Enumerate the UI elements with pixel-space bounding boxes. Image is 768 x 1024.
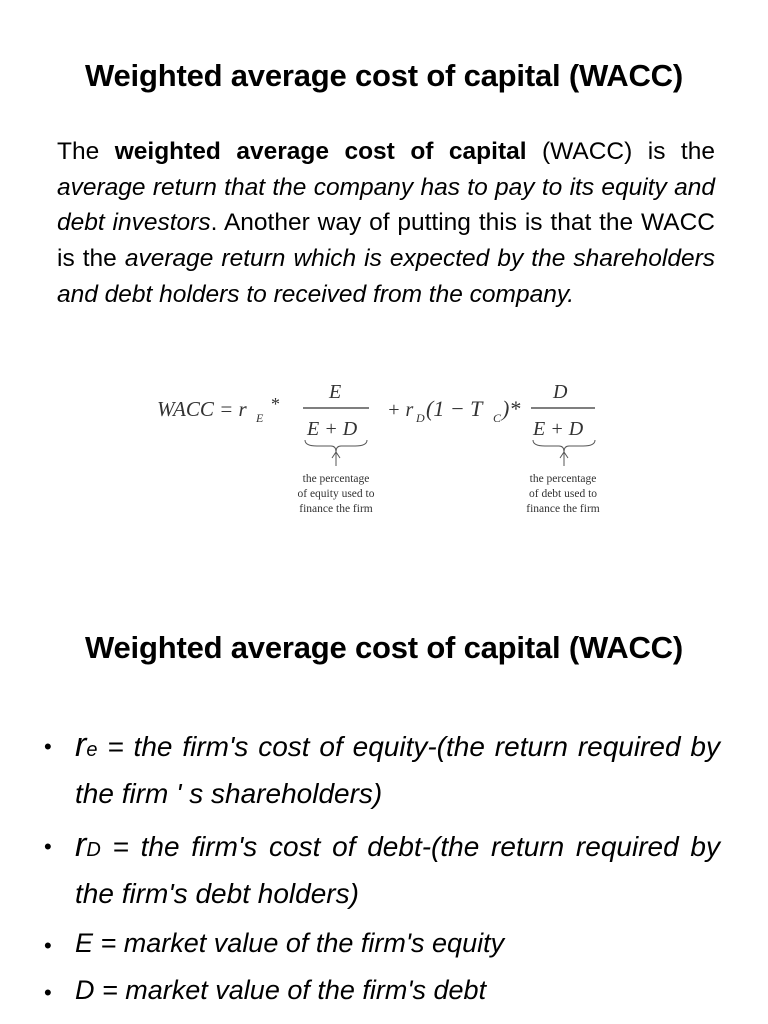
note2-line2: of debt used to [528,488,598,500]
definitions-list [44,723,720,1013]
intro-italic-2: average return which is expected by the shareholders and debt holders to received from the company. [57,245,716,308]
formula-denominator-1: E + D [307,418,358,440]
slide1-title: Weighted average cost of capital (WACC) [85,58,683,93]
symbol-r: r [75,826,87,864]
definition-rd: = the firm's cost of debt-(the return required by the firm's debt holders) [75,831,720,909]
formula-mid-sub: D [416,411,425,425]
formula-paren-sub: C [493,411,502,425]
symbol-sub-e: e [86,739,98,761]
bullet-icon: • [44,980,52,1005]
formula-lhs-sub: E [256,411,264,425]
list-item-d [44,968,720,1013]
note2-line3: finance the firm [526,503,600,515]
intro-text-2: (WACC) is the [526,138,715,165]
symbol-r: r [75,726,87,764]
symbol-sub-d: D [86,839,101,861]
note2-line1: the percentage [529,473,597,485]
wacc-formula-svg [155,372,615,522]
underbrace-1 [305,440,367,452]
note1-line2: of equity used to [297,488,375,500]
definition-d: D = market value of the firm's debt [75,975,487,1005]
definition-re: = the firm's cost of equity-(the return required by the firm ' s shareholders) [75,731,720,809]
formula-mid: + r [387,399,414,421]
formula-paren: (1 − T [426,396,483,421]
formula-lhs: WACC = r [157,397,247,421]
formula-paren-close: )* [502,396,521,421]
formula-numerator-1: E [329,381,342,403]
note1-line3: finance the firm [299,503,373,515]
definition-e: E = market value of the firm's equity [75,928,505,958]
bullet-icon: • [44,933,52,958]
formula-denominator-2: E + D [533,418,584,440]
underbrace-2 [533,440,595,452]
formula-numerator-2: D [553,381,568,403]
bullet-icon: • [44,734,52,759]
wacc-formula-image [155,372,615,522]
list-item-re [44,723,720,817]
formula-star-1: * [271,394,280,414]
intro-text-3: . Another way of putting this is that the WACC is the [57,209,716,273]
intro-bold-term: weighted average cost of capital [114,138,527,165]
list-item-rd [44,823,720,923]
intro-text-1: The [57,138,115,165]
slide2-title: Weighted average cost of capital (WACC) [85,630,683,665]
bullet-icon: • [44,834,52,859]
list-item-e [44,921,720,966]
note1-line1: the percentage [302,473,370,485]
intro-italic-1: average return that the company has to pay to its equity and debt investors [57,173,715,237]
wacc-definition-paragraph [57,134,715,313]
